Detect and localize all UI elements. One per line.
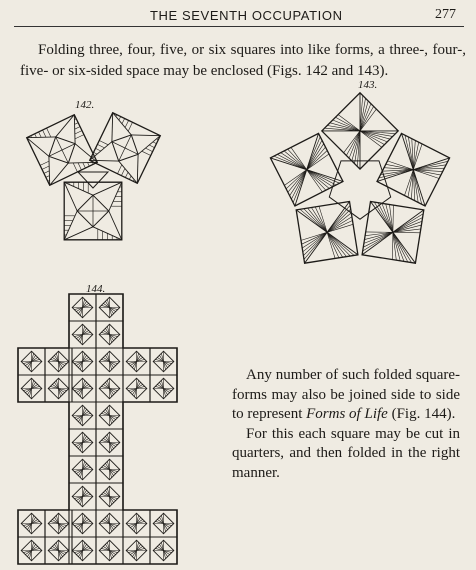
cross-square	[96, 375, 123, 402]
cross-square	[96, 429, 123, 456]
cross-square	[96, 294, 123, 321]
cross-square	[96, 537, 123, 564]
cross-square	[150, 510, 177, 537]
cross-square	[45, 537, 72, 564]
cross-square	[18, 510, 45, 537]
cross-square	[96, 510, 123, 537]
cross-square	[18, 375, 45, 402]
cross-square	[69, 537, 96, 564]
cross-square	[96, 321, 123, 348]
cross-square	[69, 429, 96, 456]
cross-square	[69, 321, 96, 348]
cross-square	[96, 483, 123, 510]
side-text-part: (Fig. 144).	[387, 406, 456, 423]
side-paragraph-1	[232, 366, 460, 425]
cross-square	[69, 294, 96, 321]
running-title: THE SEVENTH OCCUPATION	[150, 8, 343, 23]
intro-paragraph: Folding three, four, five, or six squares into like forms, a three-, four-, five- or six-sided space may be enclosed (Figs. 142 and 143).	[20, 42, 466, 79]
page-number: 277	[435, 7, 456, 22]
side-paragraph-2: For this each square may be cut in quarters, and then folded in the right manner.	[232, 425, 460, 481]
cross-square	[69, 375, 96, 402]
cross-square	[123, 375, 150, 402]
side-text-italic: Forms of Life	[306, 406, 388, 423]
cross-square	[96, 456, 123, 483]
cross-square	[69, 483, 96, 510]
side-text-part: Any number of such folded square-forms may also be joined side to side to represent	[232, 367, 460, 423]
cross-square	[18, 537, 45, 564]
cross-square	[150, 537, 177, 564]
cross-square	[96, 348, 123, 375]
cross-square	[69, 456, 96, 483]
cross-square	[150, 348, 177, 375]
cross-square	[150, 375, 177, 402]
figure-143-label: 143.	[358, 79, 378, 91]
cross-square	[123, 537, 150, 564]
cross-square	[123, 348, 150, 375]
cross-square	[123, 510, 150, 537]
cross-square	[69, 348, 96, 375]
figure-142-label: 142.	[75, 99, 95, 111]
cross-square	[69, 510, 96, 537]
cross-square	[45, 348, 72, 375]
cross-square	[69, 402, 96, 429]
cross-square	[45, 510, 72, 537]
cross-square	[45, 375, 72, 402]
cross-square	[18, 348, 45, 375]
cross-square	[96, 402, 123, 429]
side-paragraphs	[232, 366, 460, 484]
figure-144-label: 144.	[86, 283, 106, 295]
